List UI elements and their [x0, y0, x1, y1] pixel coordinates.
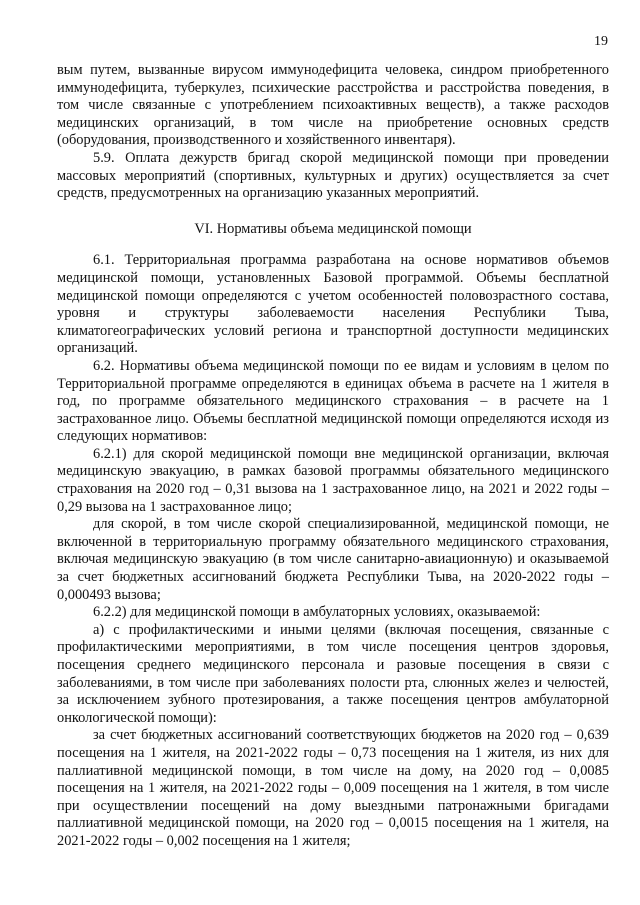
paragraph-5-9: 5.9. Оплата дежурств бригад скорой медицинской помощи при проведении массовых мероприятий (спортивных, культурных и других) осуществляется за счет средств, предусмотренных на организацию указанных мероприятий. — [57, 149, 609, 202]
paragraph-6-1: 6.1. Территориальная программа разработана на основе нормативов объемов медицинской помощи, установленных Базовой программой. Объемы бесплатной медицинской помощи определяются с учетом особенностей половозрастного состава, уровня и структуры заболеваемости населения Республики Тыва, климатогеографических условий региона и транспортной доступности медицинских организаций. — [57, 252, 609, 357]
section-heading: VI. Нормативы объема медицинской помощи — [194, 220, 472, 237]
document-body — [57, 62, 609, 851]
paragraph-continuation: вым путем, вызванные вирусом иммунодефицита человека, синдром приобретенного иммунодефицита, туберкулез, психические расстройства и расстройства поведения, в том числе связанные с употреблением психоактивных веществ), а также расходов медицинских организаций, в том числе на приобретение основных средств (оборудования, производственного и хозяйственного инвентаря). — [57, 62, 609, 149]
paragraph-6-2-1: 6.2.1) для скорой медицинской помощи вне медицинской организации, включая медицинскую эвакуацию, в рамках базовой программы обязательного медицинского страхования на 2020 год – 0,31 вызова на 1 застрахованное лицо, на 2021 и 2022 годы – 0,29 вызова на 1 застрахованное лицо; — [57, 445, 609, 515]
paragraph-budget-visits: за счет бюджетных ассигнований соответствующих бюджетов на 2020 год – 0,639 посещения на 1 жителя, на 2021-2022 годы – 0,73 посещения на 1 жителя, из них для паллиативной медицинской помощи, в том числе на дому, на 2020 год – 0,0085 посещения на 1 жителя, на 2021-2022 годы – 0,009 посещения на 1 жителя, в том числе при осуществлении посещений на дому выездными патронажными бригадами паллиативной медицинской помощи, на 2020 год – 0,0015 посещения на 1 жителя, на 2021-2022 годы – 0,002 посещения на 1 жителя; — [57, 727, 609, 849]
page-number: 19 — [594, 34, 608, 49]
paragraph-a-preventive: а) с профилактическими и иными целями (включая посещения, связанные с профилактическими мероприятиями, в том числе посещения центров здоровья, посещения среднего медицинского персонала и разовые посещения в связи с заболеваниями, в том числе при заболеваниях полости рта, слюнных желез и челюстей, за исключением зубного протезирования, а также посещения центров амбулаторной онкологической помощи): — [57, 621, 609, 726]
paragraph-emergency-budget: для скорой, в том числе скорой специализированной, медицинской помощи, не включенной в территориальную программу обязательного медицинского страхования, включая медицинскую эвакуацию (в том числе санитарно-авиационную) и оказываемой за счет бюджетных ассигнований бюджета Республики Тыва, на 2020-2022 годы – 0,000493 вызова; — [57, 516, 609, 603]
paragraph-6-2-2: 6.2.2) для медицинской помощи в амбулаторных условиях, оказываемой: — [93, 604, 541, 621]
paragraph-6-2: 6.2. Нормативы объема медицинской помощи по ее видам и условиям в целом по Территориальной программе определяются в единицах объема в расчете на 1 жителя в год, по программе обязательного медицинского страхования – в расчете на 1 застрахованное лицо. Объемы бесплатной медицинской помощи определяются исходя из следующих нормативов: — [57, 357, 609, 445]
